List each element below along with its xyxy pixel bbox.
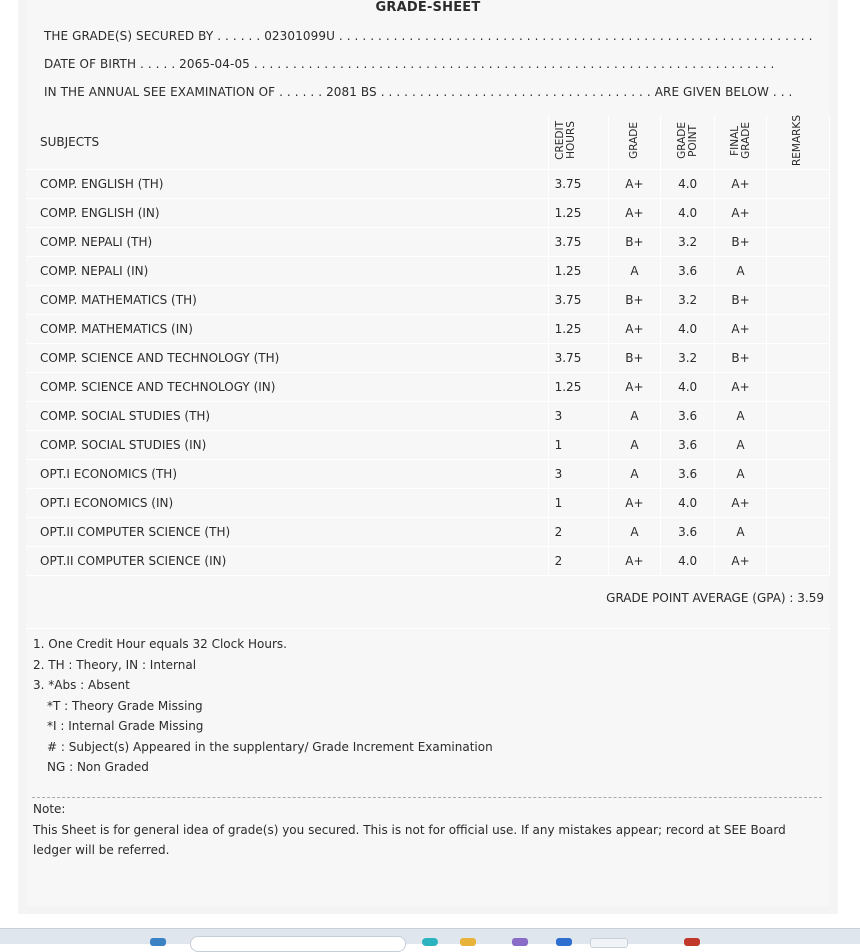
final-grade-cell: A bbox=[715, 460, 767, 489]
exam-label: IN THE ANNUAL SEE EXAMINATION OF bbox=[44, 85, 276, 99]
table-row bbox=[26, 547, 830, 576]
symbol-number: 02301099U bbox=[264, 29, 335, 43]
dob-line bbox=[44, 57, 774, 71]
subject-cell: COMP. MATHEMATICS (TH) bbox=[26, 286, 548, 315]
grade-point-cell: 3.2 bbox=[661, 286, 715, 315]
grade-point-cell: 3.2 bbox=[661, 228, 715, 257]
exam-year: 2081 BS bbox=[326, 85, 377, 99]
remarks-cell bbox=[766, 402, 829, 431]
taskbar-search-box[interactable] bbox=[190, 936, 406, 952]
final-grade-cell: A+ bbox=[715, 199, 767, 228]
final-grade-cell: B+ bbox=[715, 286, 767, 315]
grade-point-cell: 3.6 bbox=[661, 257, 715, 286]
grade-cell: A bbox=[608, 257, 661, 286]
grade-cell: A bbox=[608, 431, 661, 460]
note-item: NG : Non Graded bbox=[47, 760, 149, 774]
remarks-cell bbox=[766, 286, 829, 315]
grades-table bbox=[26, 115, 830, 576]
table-row bbox=[26, 257, 830, 286]
final-grade-cell: B+ bbox=[715, 344, 767, 373]
final-grade-cell: A bbox=[715, 257, 767, 286]
subject-cell: OPT.I ECONOMICS (TH) bbox=[26, 460, 548, 489]
remarks-cell bbox=[766, 199, 829, 228]
table-row bbox=[26, 489, 830, 518]
final-grade-cell: A bbox=[715, 402, 767, 431]
note-text: This Sheet is for general idea of grade(s) you secured. This is not for official use. If any mistakes appear; record at SEE Board ledger will be referred. bbox=[33, 822, 786, 857]
credit-hours-header-line1: CREDIT bbox=[553, 121, 566, 160]
grade-point-header-line2: POINT bbox=[686, 124, 699, 157]
final-grade-cell: B+ bbox=[715, 228, 767, 257]
grade-point-cell: 4.0 bbox=[661, 373, 715, 402]
credit-hours-cell: 3.75 bbox=[548, 286, 608, 315]
grade-sheet-panel bbox=[26, 0, 830, 906]
page-title: GRADE-SHEET bbox=[375, 0, 481, 15]
exam-suffix: ARE GIVEN BELOW . . . bbox=[654, 85, 793, 99]
grade-cell: A+ bbox=[608, 489, 661, 518]
final-grade-cell: A bbox=[715, 431, 767, 460]
grade-point-cell: 3.6 bbox=[661, 431, 715, 460]
grade-point-cell: 4.0 bbox=[661, 315, 715, 344]
grade-header-text: GRADE bbox=[627, 122, 640, 159]
grade-cell: B+ bbox=[608, 344, 661, 373]
dot-leader: . . . . . . . . . . . . . . . . . . . . . . . . . . . . . . . . . . . bbox=[380, 85, 655, 99]
final-grade-cell: A+ bbox=[715, 315, 767, 344]
remarks-cell bbox=[766, 547, 829, 576]
note-item: *T : Theory Grade Missing bbox=[47, 698, 203, 713]
gpa-value: GRADE POINT AVERAGE (GPA) : 3.59 bbox=[606, 591, 824, 605]
subject-cell: COMP. ENGLISH (TH) bbox=[26, 170, 548, 199]
column-header-grade bbox=[608, 115, 661, 170]
folder-icon[interactable] bbox=[460, 938, 476, 946]
final-grade-header-line1: FINAL bbox=[728, 125, 741, 156]
subject-cell: COMP. SCIENCE AND TECHNOLOGY (TH) bbox=[26, 344, 548, 373]
disclaimer-note bbox=[33, 799, 823, 861]
grade-cell: A+ bbox=[608, 315, 661, 344]
dot-leader: . . . . . . . . . . . . . . . . . . . . . . . . . . . . . . . . . . . . . . . . . . . . . . . . . . . . . . . . . . . . . . . . . . . bbox=[253, 57, 775, 71]
remarks-cell bbox=[766, 170, 829, 199]
dot-leader: . . . . . bbox=[140, 57, 180, 71]
grade-point-cell: 4.0 bbox=[661, 170, 715, 199]
app-icon[interactable] bbox=[512, 938, 528, 946]
table-row bbox=[26, 518, 830, 547]
grade-point-cell: 4.0 bbox=[661, 489, 715, 518]
subject-cell: OPT.II COMPUTER SCIENCE (TH) bbox=[26, 518, 548, 547]
note-heading: Note: bbox=[33, 802, 66, 816]
grade-cell: A+ bbox=[608, 373, 661, 402]
credit-hours-cell: 3 bbox=[548, 460, 608, 489]
final-grade-cell: A+ bbox=[715, 170, 767, 199]
credit-hours-cell: 1.25 bbox=[548, 257, 608, 286]
note-item: 2. TH : Theory, IN : Internal bbox=[33, 657, 197, 672]
grade-cell: A+ bbox=[608, 170, 661, 199]
legend-notes bbox=[33, 634, 493, 778]
table-row bbox=[26, 315, 830, 344]
start-icon[interactable] bbox=[150, 938, 166, 946]
column-header-subjects: SUBJECTS bbox=[26, 115, 548, 170]
column-header-credit-hours bbox=[548, 115, 608, 170]
grade-point-cell: 3.6 bbox=[661, 518, 715, 547]
column-header-remarks bbox=[766, 115, 829, 170]
final-grade-cell: A bbox=[715, 518, 767, 547]
grade-cell: A+ bbox=[608, 547, 661, 576]
exam-line bbox=[44, 85, 792, 99]
note-item: 3. *Abs : Absent bbox=[33, 678, 130, 692]
credit-hours-cell: 3.75 bbox=[548, 170, 608, 199]
table-row bbox=[26, 286, 830, 315]
credit-hours-header-line2: HOURS bbox=[564, 121, 577, 160]
final-grade-cell: A+ bbox=[715, 547, 767, 576]
credit-hours-cell: 1.25 bbox=[548, 199, 608, 228]
note-item: 1. One Credit Hour equals 32 Clock Hours. bbox=[33, 637, 287, 651]
grades-table-body bbox=[26, 170, 830, 576]
note-item: *I : Internal Grade Missing bbox=[47, 719, 204, 733]
gpa-row bbox=[26, 580, 830, 629]
subject-cell: COMP. ENGLISH (IN) bbox=[26, 199, 548, 228]
grade-cell: B+ bbox=[608, 286, 661, 315]
credit-hours-cell: 3.75 bbox=[548, 228, 608, 257]
grade-point-cell: 3.6 bbox=[661, 402, 715, 431]
column-header-final-grade bbox=[715, 115, 767, 170]
dot-leader: . . . . . . . . . . . . . . . . . . . . . . . . . . . . . . . . . . . . . . . . . . . . . . . . . . . . . . . . . . . . . bbox=[338, 29, 813, 43]
grade-point-cell: 4.0 bbox=[661, 199, 715, 228]
remarks-cell bbox=[766, 315, 829, 344]
table-row bbox=[26, 373, 830, 402]
final-grade-cell: A+ bbox=[715, 489, 767, 518]
final-grade-header-line2: GRADE bbox=[739, 122, 752, 159]
credit-hours-cell: 3 bbox=[548, 402, 608, 431]
grade-point-cell: 3.2 bbox=[661, 344, 715, 373]
dob-label: DATE OF BIRTH bbox=[44, 57, 137, 71]
note-item: # : Subject(s) Appeared in the supplentary/ Grade Increment Examination bbox=[47, 739, 493, 754]
dashed-divider bbox=[32, 797, 822, 798]
grade-cell: A bbox=[608, 518, 661, 547]
credit-hours-cell: 2 bbox=[548, 518, 608, 547]
browser-icon[interactable] bbox=[422, 938, 438, 946]
grade-point-header-line1: GRADE bbox=[675, 122, 688, 159]
credit-hours-cell: 3.75 bbox=[548, 344, 608, 373]
table-row bbox=[26, 228, 830, 257]
subject-cell: COMP. SOCIAL STUDIES (IN) bbox=[26, 431, 548, 460]
grade-cell: B+ bbox=[608, 228, 661, 257]
subject-cell: OPT.I ECONOMICS (IN) bbox=[26, 489, 548, 518]
grade-cell: A+ bbox=[608, 199, 661, 228]
final-grade-cell: A+ bbox=[715, 373, 767, 402]
remarks-header-text: REMARKS bbox=[791, 115, 804, 167]
secured-by-label: THE GRADE(S) SECURED BY bbox=[44, 29, 214, 43]
remarks-cell bbox=[766, 228, 829, 257]
remarks-cell bbox=[766, 460, 829, 489]
dob-value: 2065-04-05 bbox=[179, 57, 250, 71]
grade-cell: A bbox=[608, 402, 661, 431]
table-row bbox=[26, 460, 830, 489]
remarks-cell bbox=[766, 373, 829, 402]
remarks-cell bbox=[766, 489, 829, 518]
active-app-icon[interactable] bbox=[590, 938, 628, 948]
credit-hours-cell: 1.25 bbox=[548, 373, 608, 402]
subject-cell: COMP. NEPALI (TH) bbox=[26, 228, 548, 257]
table-row bbox=[26, 170, 830, 199]
subject-cell: COMP. MATHEMATICS (IN) bbox=[26, 315, 548, 344]
grade-point-cell: 3.6 bbox=[661, 460, 715, 489]
remarks-cell bbox=[766, 257, 829, 286]
table-row bbox=[26, 431, 830, 460]
dot-leader: . . . . . . bbox=[217, 29, 265, 43]
grade-point-cell: 4.0 bbox=[661, 547, 715, 576]
subject-cell: COMP. SCIENCE AND TECHNOLOGY (IN) bbox=[26, 373, 548, 402]
tray-app-icon[interactable] bbox=[684, 938, 700, 946]
credit-hours-cell: 1 bbox=[548, 489, 608, 518]
table-row bbox=[26, 199, 830, 228]
store-icon[interactable] bbox=[556, 938, 572, 946]
column-header-grade-point bbox=[661, 115, 715, 170]
dot-leader: . . . . . . bbox=[279, 85, 327, 99]
table-header-row bbox=[26, 115, 830, 170]
credit-hours-cell: 1 bbox=[548, 431, 608, 460]
table-row bbox=[26, 344, 830, 373]
grade-sheet-container bbox=[18, 0, 838, 914]
subject-cell: OPT.II COMPUTER SCIENCE (IN) bbox=[26, 547, 548, 576]
remarks-cell bbox=[766, 518, 829, 547]
table-row bbox=[26, 402, 830, 431]
remarks-cell bbox=[766, 344, 829, 373]
subject-cell: COMP. SOCIAL STUDIES (TH) bbox=[26, 402, 548, 431]
credit-hours-cell: 2 bbox=[548, 547, 608, 576]
subject-cell: COMP. NEPALI (IN) bbox=[26, 257, 548, 286]
remarks-cell bbox=[766, 431, 829, 460]
credit-hours-cell: 1.25 bbox=[548, 315, 608, 344]
secured-by-line bbox=[44, 29, 813, 43]
grade-cell: A bbox=[608, 460, 661, 489]
